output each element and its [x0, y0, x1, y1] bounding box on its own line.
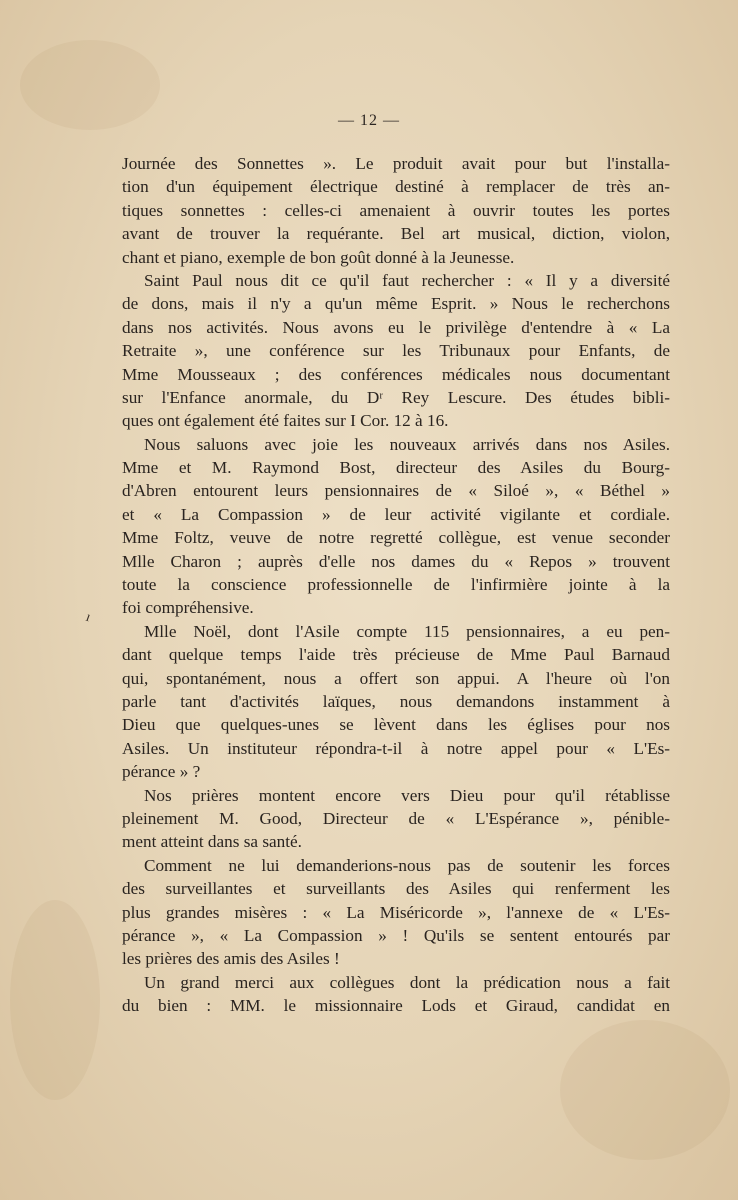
text-line: de dons, mais il n'y a qu'un même Esprit. » Nous le recherchons [122, 294, 670, 314]
text-line: pérance », « La Compassion » ! Qu'ils se sentent entourés par [122, 925, 670, 945]
text-line: Mlle Noël, dont l'Asile compte 115 pensionnaires, a eu pen- [144, 621, 670, 641]
text-line: des surveillantes et surveillants des Asiles qui renferment les [122, 879, 670, 899]
text-line: ques ont également été faites sur I Cor. 12 à 16. [122, 411, 449, 431]
text-line: ment atteint dans sa santé. [122, 832, 302, 852]
text-line: parle tant d'activités laïques, nous demandons instamment à [122, 691, 670, 711]
text-line: les prières des amis des Asiles ! [122, 949, 340, 969]
text-line: Saint Paul nous dit ce qu'il faut rechercher : « Il y a diversité [144, 270, 670, 290]
text-line: dant quelque temps l'aide très précieuse de Mme Paul Barnaud [122, 645, 670, 665]
text-line: pérance » ? [122, 762, 201, 782]
margin-mark: ı [83, 609, 93, 626]
text-line: pleinement M. Good, Directeur de « L'Espérance », pénible- [122, 808, 670, 828]
text-line: avant de trouver la requérante. Bel art musical, diction, violon, [122, 224, 670, 244]
text-line: Nous saluons avec joie les nouveaux arrivés dans nos Asiles. [144, 434, 670, 454]
text-line: tion d'un équipement électrique destiné à remplacer de très an- [122, 177, 670, 197]
text-line: et « La Compassion » de leur activité vigilante et cordiale. [122, 504, 670, 524]
text-line: Mme Foltz, veuve de notre regretté collègue, est venue seconder [122, 528, 670, 548]
text-line: Asiles. Un instituteur répondra-t-il à notre appel pour « L'Es- [122, 738, 670, 758]
page-number: — 12 — [338, 112, 400, 129]
text-line: Journée des Sonnettes ». Le produit avait pour but l'installa- [122, 154, 670, 173]
text-line: foi compréhensive. [122, 598, 254, 618]
text-line: Retraite », une conférence sur les Tribunaux pour Enfants, de [122, 341, 670, 361]
text-line: dans nos activités. Nous avons eu le privilège d'entendre à « La [122, 317, 670, 337]
text-line: Mme Mousseaux ; des conférences médicales nous documentant [122, 364, 670, 384]
paper-stain [560, 1020, 730, 1160]
text-line: plus grandes misères : « La Miséricorde », l'annexe de « L'Es- [122, 902, 670, 922]
text-line: du bien : MM. le missionnaire Lods et Giraud, candidat en [122, 996, 670, 1016]
text-line: qui, spontanément, nous a offert son appui. A l'heure où l'on [122, 668, 670, 688]
text-line: tiques sonnettes : celles-ci amenaient à ouvrir toutes les portes [122, 200, 670, 220]
text-line: toute la conscience professionnelle de l'infirmière jointe à la [122, 575, 670, 595]
text-line: sur l'Enfance anormale, du Dʳ Rey Lescure. Des études bibli- [122, 387, 670, 407]
text-line: Mlle Charon ; auprès d'elle nos dames du « Repos » trouvent [122, 551, 670, 571]
paper-stain [10, 900, 100, 1100]
text-line: Comment ne lui demanderions-nous pas de soutenir les forces [144, 855, 670, 875]
text-line: d'Abren entourent leurs pensionnaires de « Siloé », « Béthel » [122, 481, 670, 501]
text-line: chant et piano, exemple de bon goût donné à la Jeunesse. [122, 247, 515, 267]
body-text [122, 152, 670, 1017]
text-line: Dieu que quelques-unes se lèvent dans les églises pour nos [122, 715, 670, 735]
text-line: Nos prières montent encore vers Dieu pour qu'il rétablisse [144, 785, 670, 805]
text-line: Un grand merci aux collègues dont la prédication nous a fait [144, 972, 670, 992]
text-line: Mme et M. Raymond Bost, directeur des Asiles du Bourg- [122, 458, 670, 478]
